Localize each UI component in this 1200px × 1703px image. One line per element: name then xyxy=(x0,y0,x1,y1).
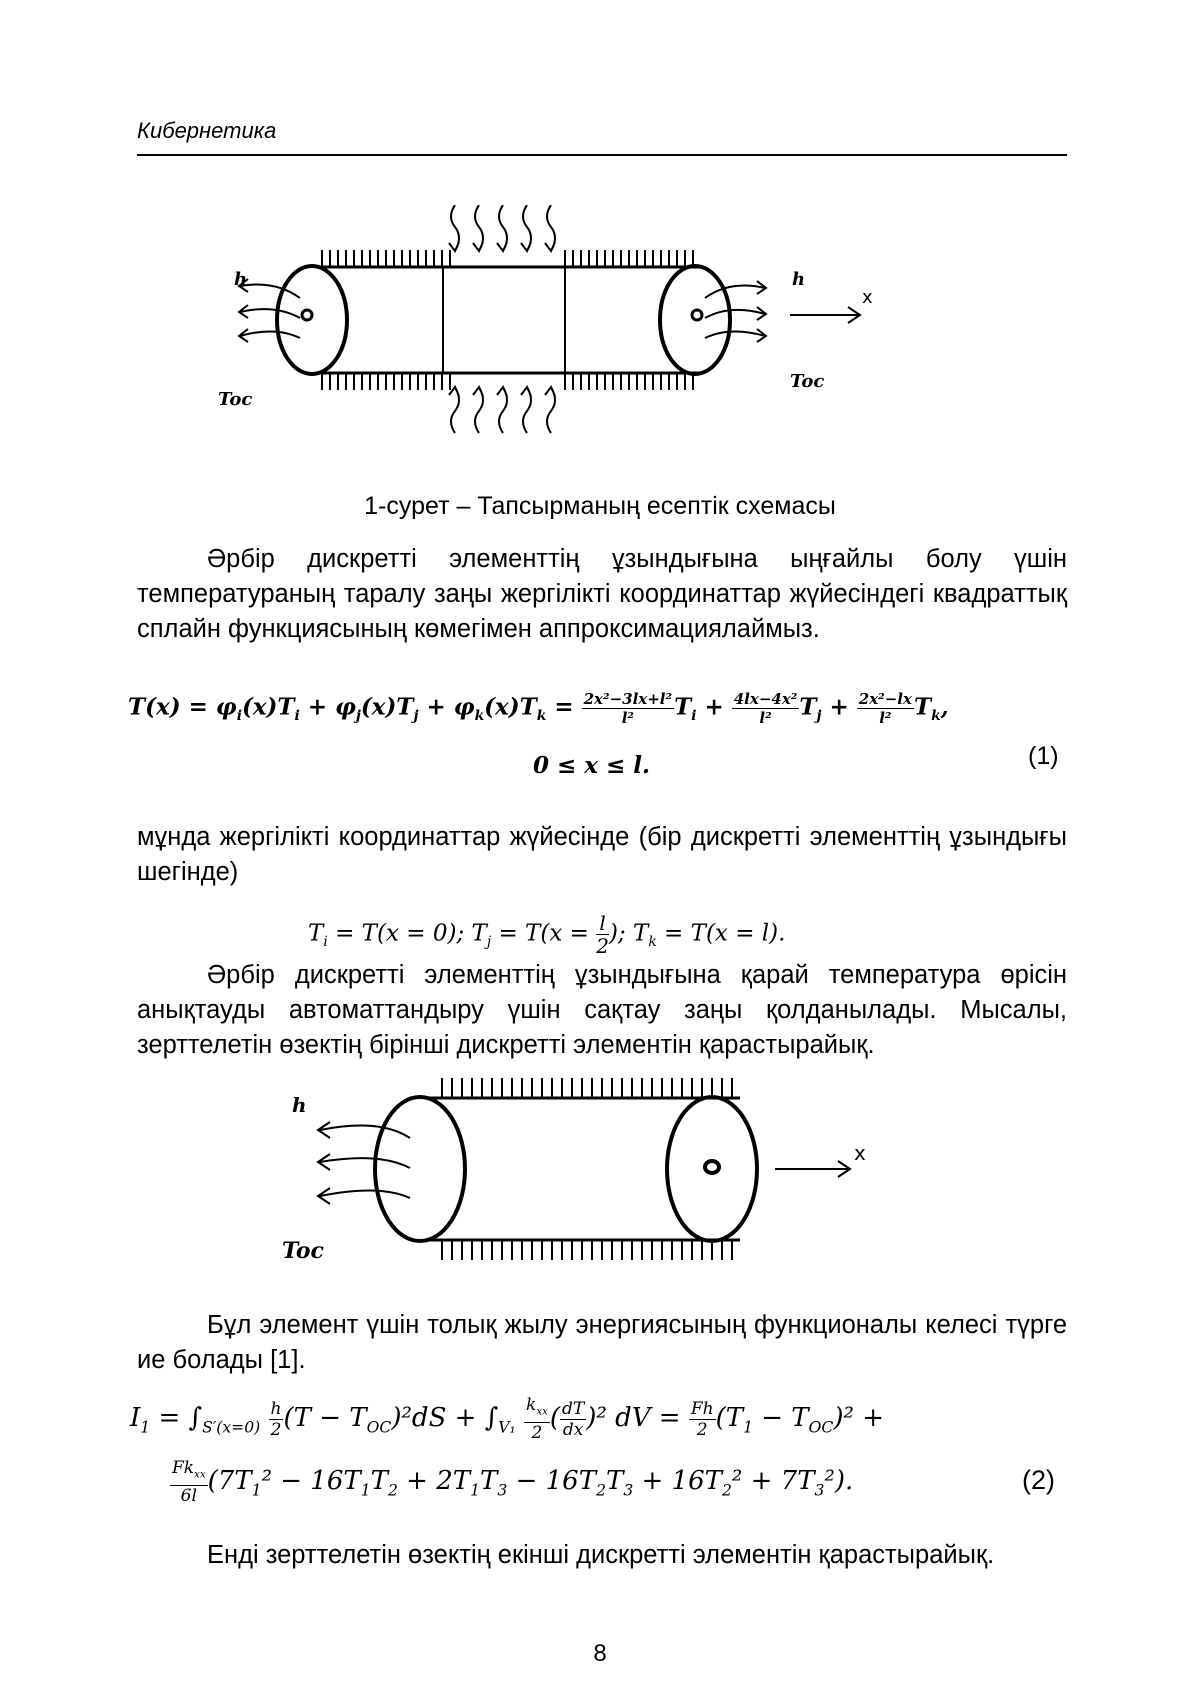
equation-1-range: 0 ≤ x ≤ l. xyxy=(533,752,651,779)
figure-1-diagram xyxy=(200,205,960,485)
label-x-fig2: x xyxy=(854,1141,866,1165)
label-h-left: h xyxy=(234,269,248,290)
paragraph-4: Бұл элемент үшін толық жылу энергиясының функционалы келесі түрге ие болады [1]. xyxy=(137,1311,1067,1374)
paragraph-1: Әрбір дискретті элементтің ұзындығына ыңғайлы болу үшін температураның таралу заңы жергілікті координаттар жүйесіндегі квадраттық сплайн функциясының көмегімен аппроксимациялаймыз. xyxy=(137,545,1067,643)
paragraph-2: мұнда жергілікті координаттар жүйесінде (бір дискретті элементтің ұзындығы шегінде) xyxy=(137,823,1067,886)
header-rule xyxy=(137,154,1067,156)
label-h-right: h xyxy=(792,269,806,290)
label-toc-left: Toc xyxy=(218,389,253,410)
equation-1-number: (1) xyxy=(1028,742,1059,770)
equation-2-line2: $\frac{Fk_{xx}}{6l}$ $(7T_1^2 - 16T_1T_2 + 2T_1T_3 - 16T_2T_3 + 16T_2^2 + 7T_3^2)$. xyxy=(172,1458,854,1507)
equation-2-line1: $I_1 = \int_{S'(x=0)}$ $\frac{h}{2}$ $(T - T_{OC})^2dS + \int_{V_1}$ $\frac{k_{xx}}{2}$ ( $\frac{dT}{dx}$ )² dV = $\frac{Fh}{2}$ $(T_1 - T_{OC})^2$ + xyxy=(130,1395,884,1444)
label-toc-fig2: Toc xyxy=(282,1238,324,1264)
figure-2-diagram xyxy=(280,1060,920,1280)
label-x-fig1: x xyxy=(862,287,873,308)
page-number: 8 xyxy=(593,1640,607,1667)
figure-1-caption: 1-сурет – Тапсырманың есептік схемасы xyxy=(364,492,836,520)
label-h-fig2: h xyxy=(292,1093,307,1117)
paragraph-3: Әрбір дискретті элементтің ұзындығына қарай температура өрісін анықтауды автоматтандыру үшін сақтау заңы қолданылады. Мысалы, зерттелетін өзектің бірінші дискретті элементін қарастырайық. xyxy=(137,961,1067,1059)
equation-definitions: $T_i = T(x = 0)$; $T_j = T(x$ = $\frac{l}{2}$ ); $T_k = T(x = l)$. xyxy=(308,911,786,958)
equation-2-number: (2) xyxy=(1022,1465,1055,1495)
running-title: Кибернетика xyxy=(137,118,277,143)
paragraph-5: Енді зерттелетін өзектің екінші дискретті элементін қарастырайық. xyxy=(207,1541,995,1569)
label-toc-right: Toc xyxy=(790,371,825,392)
equation-1: $T(x) = \varphi_i(x)T_i + \varphi_j(x)T_j + \varphi_k(x)T_k$ = $\frac{\text{2x²−3lx+l²}}{\text{l²}}$ $T_i$ + $\frac{\text{4lx−4x²}}{\text{l²}}$ $T_j$ + $\frac{\text{2x²−lx}}{\text{l²}}$ $T_k$, xyxy=(128,690,949,727)
